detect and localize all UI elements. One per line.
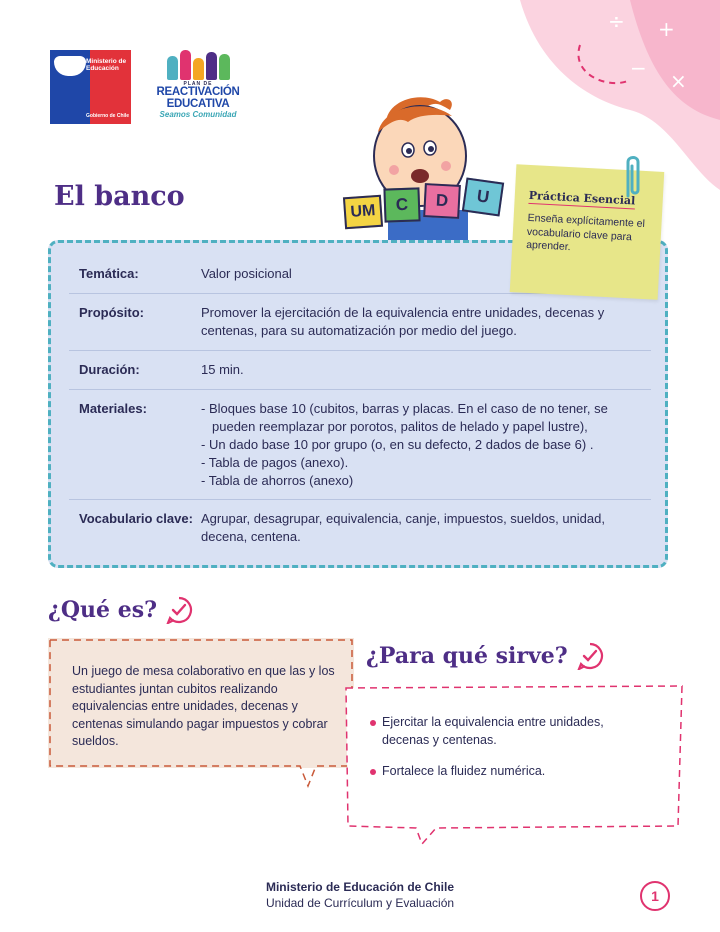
para-que-item: Fortalece la fluidez numérica.: [370, 763, 650, 781]
svg-text:+: +: [658, 17, 675, 41]
check-circle-icon: [576, 642, 604, 670]
note-heading: Práctica Esencial: [528, 188, 636, 208]
que-es-heading: [48, 596, 193, 624]
plan-line2: EDUCATIVA: [166, 97, 230, 110]
para-que-item: Ejercitar la equivalencia entre unidades, decenas y centenas.: [370, 714, 650, 749]
block-d: D: [423, 183, 461, 219]
page-number: 1: [640, 881, 670, 911]
info-value-line: Promover la ejercitación de la equivalencia entre unidades, decenas y centenas, para su automatización por medio del juego.: [201, 304, 605, 338]
coat-of-arms-icon: [54, 56, 86, 76]
que-es-title: ¿Qué es?: [48, 597, 157, 623]
plan-reactivacion-logo: [153, 48, 243, 124]
info-value: [201, 361, 244, 379]
footer-unit: Unidad de Currículum y Evaluación: [265, 896, 455, 910]
info-value: [201, 510, 639, 546]
logo-ministerio-line1: Ministerio de: [86, 58, 127, 65]
page-title: El banco: [54, 181, 185, 212]
info-value: [201, 265, 292, 283]
info-value: [201, 400, 639, 490]
logo-ministerio-line2: Educación: [86, 65, 119, 73]
info-key: Duración:: [79, 361, 140, 377]
info-row: [69, 500, 651, 556]
plan-tagline: Seamos Comunidad: [159, 110, 237, 119]
plan-small-label: PLAN DE: [183, 81, 213, 87]
info-value-line: - Bloques base 10 (cubitos, barras y placas. En el caso de no tener, se pueden reemplazar por porotos, palitos de helado y papel lustre),: [201, 400, 608, 434]
que-es-box: [48, 638, 354, 768]
info-value-line: - Tabla de pagos (anexo).: [201, 454, 349, 470]
note-text: Enseña explícitamente el vocabulario clave para aprender.: [525, 211, 646, 254]
block-c: C: [383, 187, 420, 222]
info-key: Materiales:: [79, 400, 147, 416]
block-u: U: [462, 178, 504, 217]
info-value-line: - Tabla de ahorros (anexo): [201, 472, 354, 488]
info-row: [69, 390, 651, 501]
info-key: Vocabulario clave:: [79, 511, 193, 527]
para-que-box: [340, 684, 685, 844]
info-value: [201, 304, 639, 340]
info-key: Temática:: [79, 266, 139, 281]
footer-ministry: Ministerio de Educación de Chile: [265, 880, 455, 894]
letter-blocks: [344, 180, 514, 228]
para-que-title: ¿Para qué sirve?: [366, 643, 568, 669]
plan-line1: REACTIVACIÓN: [156, 86, 240, 98]
info-row: [69, 351, 651, 390]
svg-text:−: −: [630, 56, 647, 80]
check-circle-icon: [165, 596, 193, 624]
info-value-line: Valor posicional: [201, 266, 292, 281]
footer: [0, 880, 720, 910]
que-es-text: Un juego de mesa colaborativo en que las y los estudiantes juntan cubitos realizando equivalencias entre unidades, decenas y centenas simulando pagar impuestos y cobrar sueldos.: [72, 664, 335, 748]
info-value-line: 15 min.: [201, 361, 244, 377]
paperclip-icon: [620, 152, 646, 200]
block-um: UM: [343, 195, 383, 230]
info-value-line: Agrupar, desagrupar, equivalencia, canje, impuestos, sueldos, unidad, decena, centena.: [201, 511, 605, 545]
svg-text:×: ×: [670, 69, 687, 93]
raised-hands-icon: [153, 48, 243, 80]
ministerio-logo: [50, 50, 131, 124]
para-que-list: [370, 714, 650, 795]
info-key: Propósito:: [79, 304, 144, 320]
para-que-heading: [366, 642, 604, 670]
logo-gobierno: Gobierno de Chile: [86, 113, 130, 119]
info-value-line: - Un dado base 10 por grupo (o, en su defecto, 2 dados de base 6) .: [201, 436, 594, 452]
svg-text:÷: ÷: [608, 9, 625, 33]
info-row: [69, 294, 651, 351]
